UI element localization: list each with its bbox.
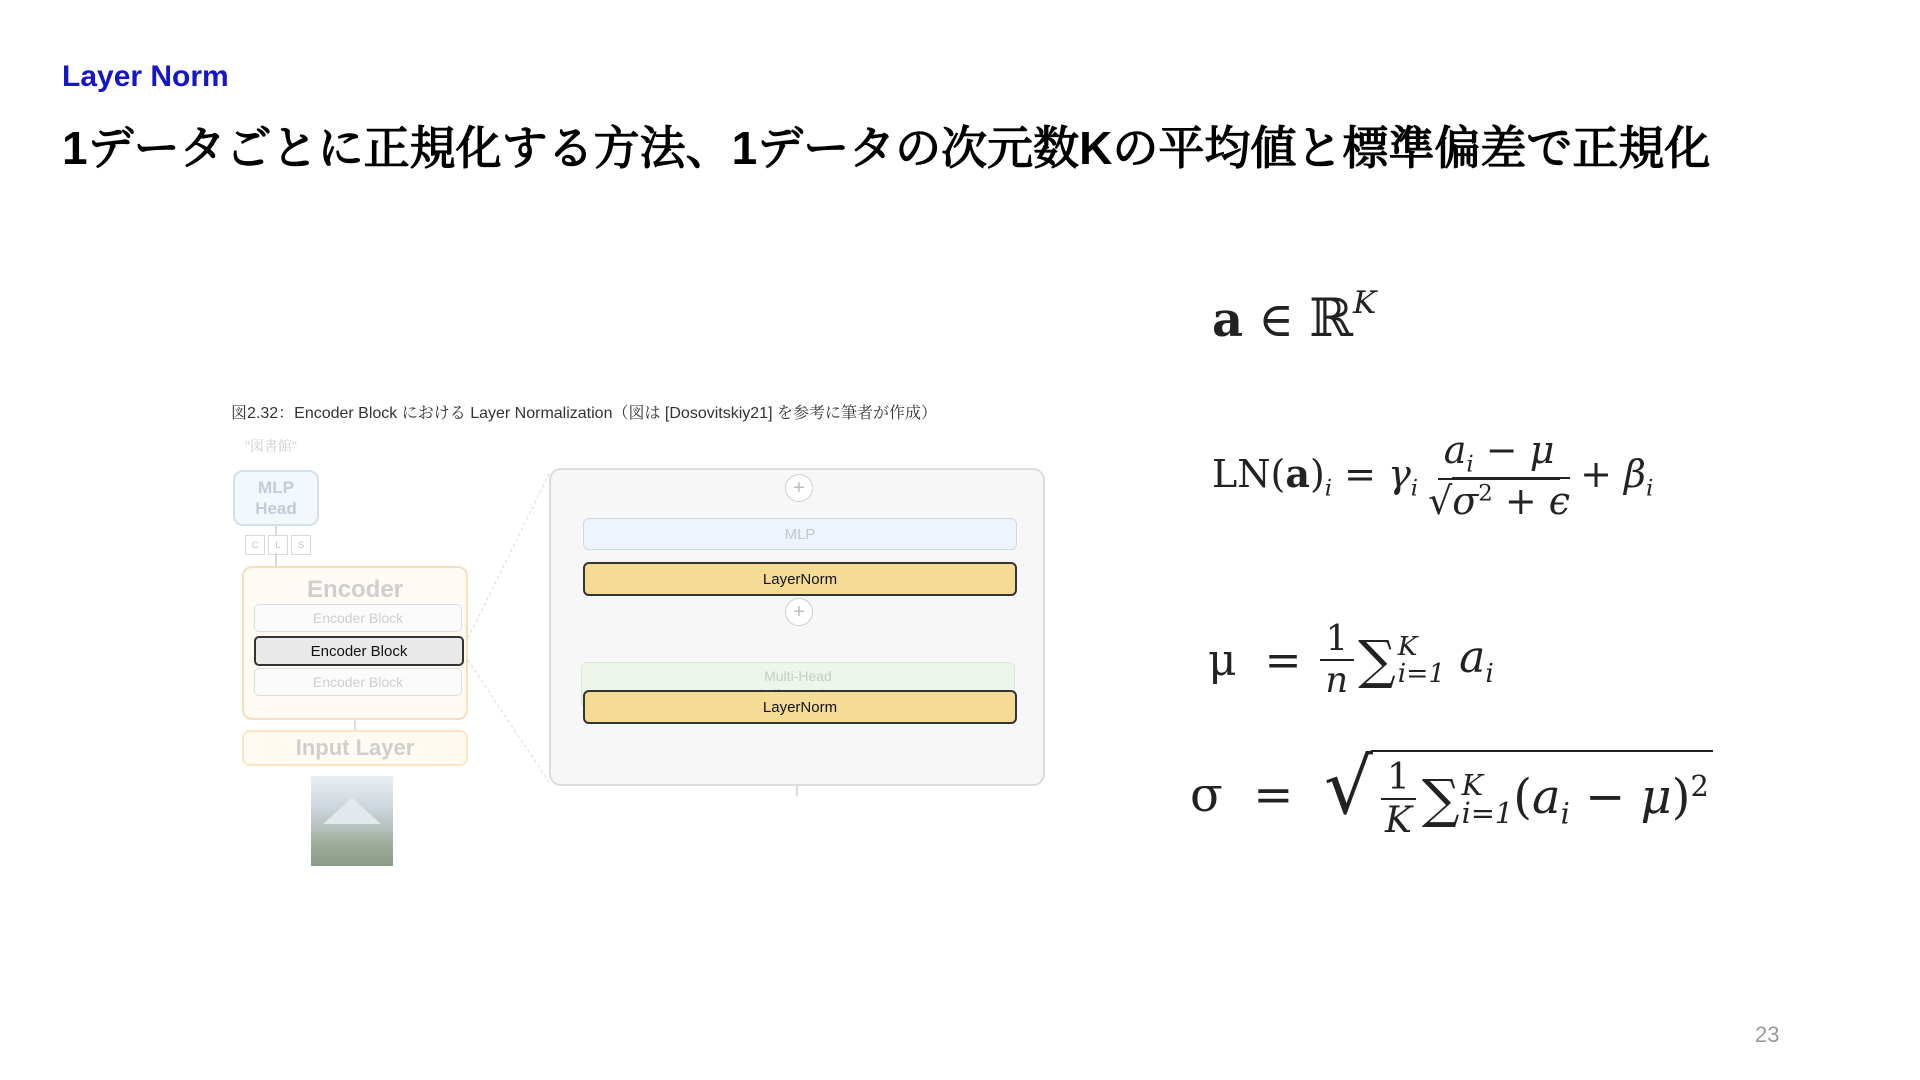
residual-add-icon-top: + <box>785 474 813 502</box>
encoder-box <box>242 566 468 720</box>
formula-mean: μ = $\frac{1}{n}$ ∑ K i=1 $a_i$ <box>1208 618 1494 701</box>
head-output-caption: "図書館" <box>245 438 297 454</box>
encoder-block-highlighted: Encoder Block <box>254 636 464 666</box>
slide-label: Layer Norm <box>62 60 229 93</box>
encoder-title: Encoder <box>306 576 404 603</box>
input-layer-box: Input Layer <box>242 730 468 766</box>
formula-standard-deviation: σ = √ $\frac{1}{K}$ ∑ K i=1 $(a_i - \mu)^2$ <box>1190 750 1713 841</box>
mlp-head-line1: MLP <box>258 478 294 497</box>
figure-caption: 図2.32：Encoder Block における Layer Normalization（図は [Dosovitskiy21] を参考に筆者が作成） <box>231 405 937 422</box>
slide-title: 1データごとに正規化する方法、1データの次元数Kの平均値と標準偏差で正規化 <box>62 122 1711 174</box>
formula-layer-norm: $LN(a)_i = \gamma_i$ $\frac{a_i - \mu}{√\sigma^2 + \epsilon}$ + $\beta_i$ <box>1212 428 1654 523</box>
mha-line1: Multi-Head <box>764 668 832 684</box>
layernorm-box-top: LayerNorm <box>583 562 1017 596</box>
page-number: 23 <box>1755 1022 1780 1047</box>
cls-token-row <box>245 535 311 555</box>
mlp-box: MLP <box>583 518 1017 550</box>
input-image <box>311 776 393 866</box>
cls-token: S <box>291 535 311 555</box>
formula-vector-definition: a ∈ ℝ$^K$ <box>1212 285 1377 349</box>
encoder-block: Encoder Block <box>254 668 462 696</box>
encoder-block-detail-panel <box>549 468 1045 786</box>
mlp-head-box <box>233 470 319 526</box>
encoder-block: Encoder Block <box>254 604 462 632</box>
mlp-head-line2: Head <box>255 499 297 518</box>
encoder-figure <box>225 398 1055 878</box>
layernorm-box-bottom: LayerNorm <box>583 690 1017 724</box>
residual-add-icon-bottom: + <box>785 598 813 626</box>
cls-token: C <box>245 535 265 555</box>
cls-token: L <box>268 535 288 555</box>
